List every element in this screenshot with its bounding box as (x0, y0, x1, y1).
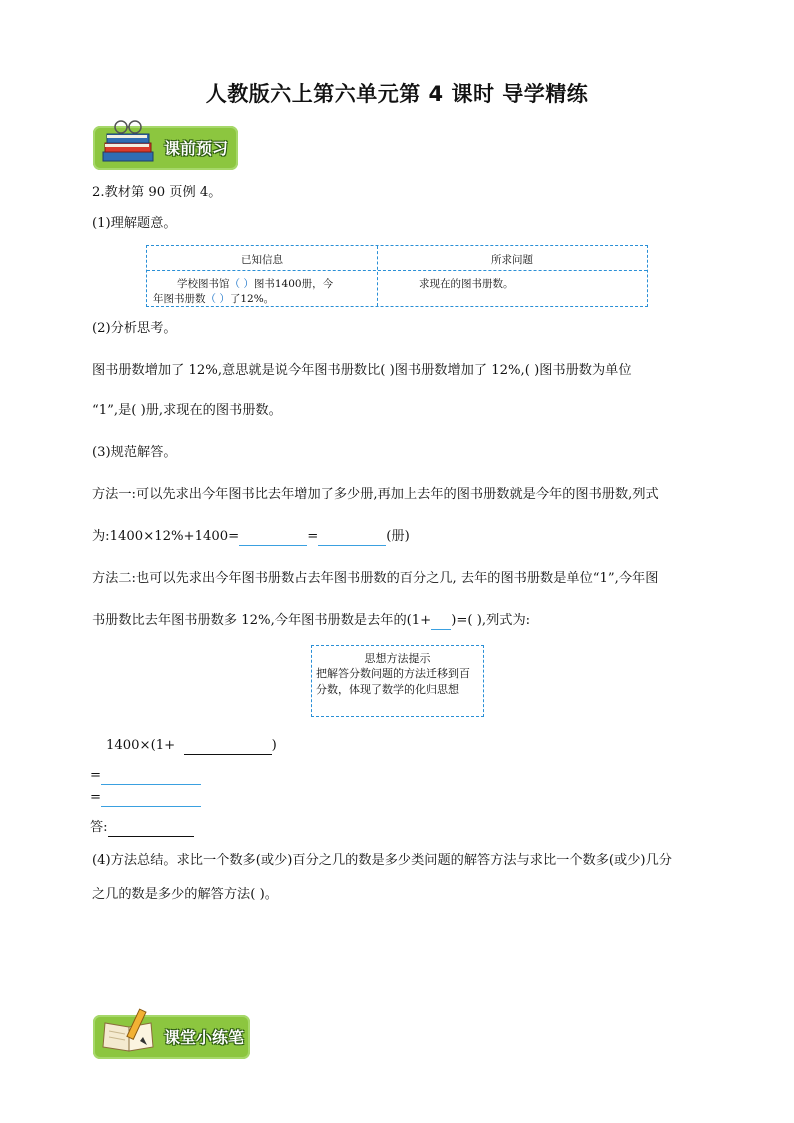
analysis-line-1: 图书册数增加了 12%,意思就是说今年图书册数比( )图书册数增加了 12%,( )图书册数为单位 (92, 363, 632, 378)
section-badge-practice (93, 1015, 250, 1059)
method-1-line-2: 为:1400×12%+1400= = (册) (92, 527, 410, 546)
answer-blank[interactable] (108, 818, 194, 837)
answer-line: 答: (90, 818, 194, 837)
tip-body: 把解答分数问题的方法迁移到百分数，体现了数学的化归思想 (316, 667, 470, 696)
step-1-heading: (1)理解题意。 (92, 216, 177, 231)
answer-blank[interactable] (431, 611, 451, 630)
answer-blank[interactable] (101, 766, 201, 785)
section-label: 课前预习 (163, 139, 228, 158)
table-known-line1: 学校图书馆（ ）图书1400册，今 (177, 278, 334, 290)
answer-blank[interactable] (239, 527, 307, 546)
method-2-line-2: 书册数比去年图书册数多 12%,今年图书册数是去年的(1+ )=( ),列式为: (92, 611, 530, 630)
step-4-line-1: (4)方法总结。求比一个数多(或少)百分之几的数是多少类问题的解答方法与求比一个数多(或少)几分 (92, 853, 672, 868)
table-known-line2: 年图书册数（ ）了12%。 (153, 293, 275, 305)
info-table (146, 245, 648, 307)
answer-blank[interactable] (101, 788, 201, 807)
equation-line-1: = (90, 766, 201, 785)
table-question-text: 求现在的图书册数。 (419, 278, 514, 290)
table-header-question: 所求问题 (491, 254, 533, 266)
table-header-known: 已知信息 (241, 254, 283, 266)
tip-title: 思想方法提示 (364, 652, 431, 665)
method-1-line-1: 方法一:可以先求出今年图书比去年增加了多少册,再加上去年的图书册数就是今年的图书册数,列式 (92, 487, 659, 502)
section-badge-preview (93, 126, 238, 170)
tip-box (311, 645, 484, 717)
step-3-heading: (3)规范解答。 (92, 445, 177, 460)
answer-blank[interactable] (318, 527, 386, 546)
method-2-line-1: 方法二:也可以先求出今年图书册数占去年图书册数的百分之几, 去年的图书册数是单位“1”,今年图 (92, 571, 659, 586)
equation-line-2: = (90, 788, 201, 807)
analysis-line-2: “1”,是( )册,求现在的图书册数。 (92, 403, 282, 418)
step-4-line-2: 之几的数是多少的解答方法( )。 (92, 887, 278, 902)
page-title: 人教版六上第六单元第 4 课时 导学精练 (205, 82, 589, 106)
step-2-heading: (2)分析思考。 (92, 321, 177, 336)
question-intro: 2.教材第 90 页例 4。 (92, 185, 222, 200)
answer-blank[interactable] (184, 736, 272, 755)
books-with-glasses-icon (99, 118, 161, 168)
book-with-pencil-icon (99, 1007, 161, 1057)
section-label: 课堂小练笔 (163, 1028, 244, 1047)
calc-line: 1400×(1+ ) (106, 736, 277, 755)
